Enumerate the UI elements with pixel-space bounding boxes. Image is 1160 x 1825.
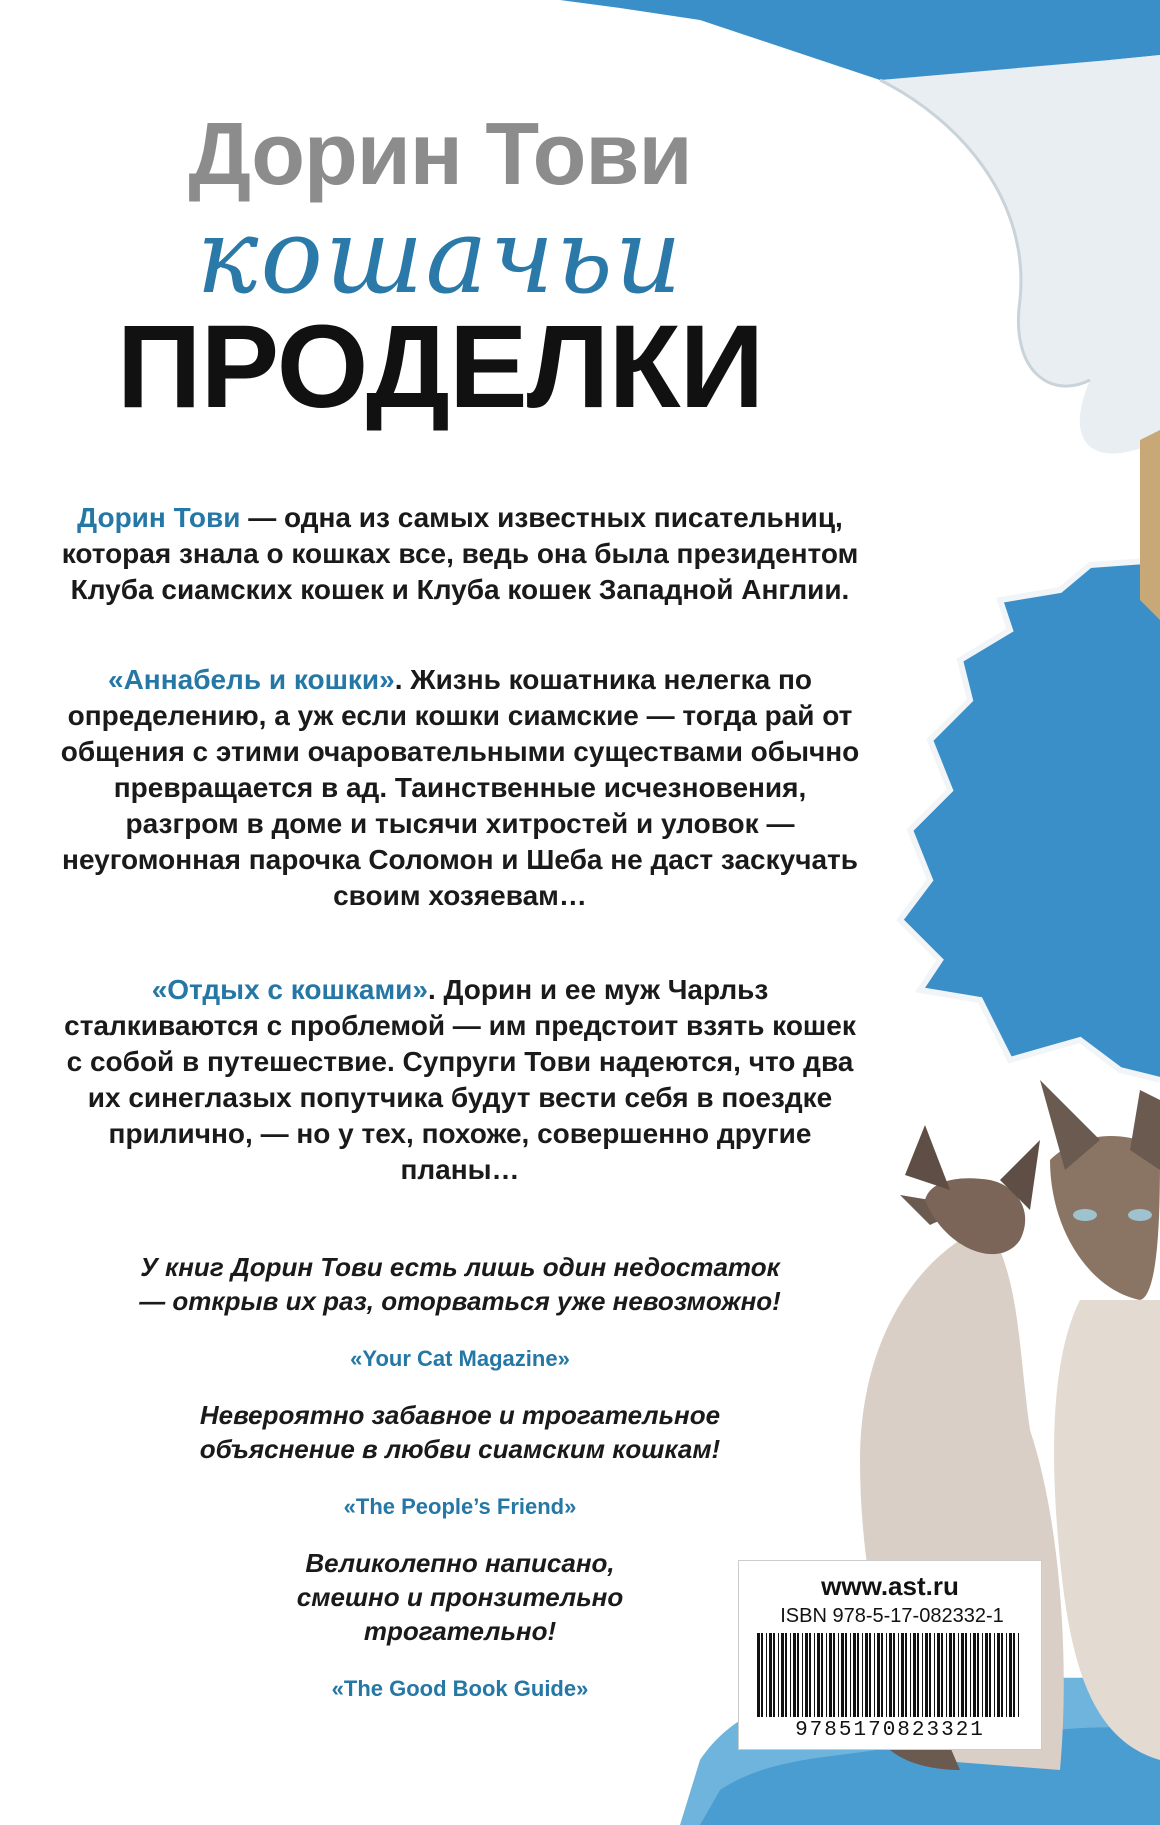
barcode-bar xyxy=(970,1633,971,1717)
review-quote: Невероятно забавное и трогательное объяснение в любви сиамским кошкам! xyxy=(199,1400,721,1464)
blurb-text: — одна из самых известных писательниц, которая знала о кошках все, ведь она была президентом Клуба сиамских кошек и Клуба кошек Западной Англии. xyxy=(61,502,859,605)
barcode-bar xyxy=(778,1633,779,1717)
title-line-1: кошачьи xyxy=(196,195,684,317)
barcode-bar xyxy=(941,1633,943,1717)
barcode-bar xyxy=(922,1633,923,1717)
barcode-bar xyxy=(814,1633,815,1717)
barcode-bar xyxy=(965,1633,967,1717)
barcode-bar xyxy=(934,1633,935,1717)
barcode-bar xyxy=(1018,1633,1019,1717)
barcode-bar xyxy=(961,1633,964,1717)
barcode-bar xyxy=(769,1633,772,1717)
barcode-bar xyxy=(829,1633,832,1717)
blurb-highlight: «Аннабель и кошки» xyxy=(108,664,395,695)
review-quote: У книг Дорин Тови есть лишь один недостаток — открыв их раз, оторваться уже невозможно! xyxy=(139,1252,781,1316)
barcode-bar xyxy=(1006,1633,1007,1717)
barcode-bar xyxy=(877,1633,880,1717)
blurb-highlight: «Отдых с кошками» xyxy=(151,974,428,1005)
barcode-bar xyxy=(958,1633,959,1717)
barcode-bar xyxy=(901,1633,904,1717)
barcode-bar xyxy=(797,1633,799,1717)
barcode-bar xyxy=(989,1633,991,1717)
barcode-bar xyxy=(893,1633,895,1717)
barcode-bar xyxy=(845,1633,847,1717)
barcode-image xyxy=(753,1633,1027,1717)
isbn-barcode-box xyxy=(738,1560,1042,1750)
blurb-paragraph-annabel xyxy=(60,662,860,914)
review-2 xyxy=(60,1398,860,1520)
barcode-bar xyxy=(761,1633,763,1717)
barcode-number: 9785170823321 xyxy=(795,1719,985,1742)
barcode-bar xyxy=(994,1633,995,1717)
barcode-bar xyxy=(817,1633,820,1717)
barcode-bar xyxy=(857,1633,859,1717)
cover-header xyxy=(0,104,880,433)
barcode-bar xyxy=(1009,1633,1012,1717)
barcode-bar xyxy=(946,1633,947,1717)
blurb-paragraph-holiday xyxy=(60,972,860,1188)
barcode-bar xyxy=(862,1633,863,1717)
barcode-bar xyxy=(853,1633,856,1717)
barcode-bar xyxy=(977,1633,979,1717)
barcode-bar xyxy=(821,1633,823,1717)
blurb-text: . Дорин и ее муж Чарльз сталкиваются с проблемой — им предстоит взять кошек с собой в путешествие. Супруги Тови надеются, что два их синеглазых попутчика будут вести себя в поездке прилично, — но у тех, похоже, совершенно другие планы… xyxy=(64,974,856,1185)
barcode-bar xyxy=(889,1633,892,1717)
barcode-bar xyxy=(905,1633,907,1717)
barcode-bar xyxy=(826,1633,827,1717)
barcode-bar xyxy=(781,1633,784,1717)
barcode-bar xyxy=(881,1633,883,1717)
title-line-2: ПРОДЕЛКИ xyxy=(116,301,764,433)
barcode-bar xyxy=(766,1633,767,1717)
review-1 xyxy=(60,1250,860,1372)
blurb-text: . Жизнь кошатника нелегка по определению, а уж если кошки сиамские — тогда рай от общения с этими очаровательными существами обычно превращается в ад. Таинственные исчезновения, разгром в доме и тысячи хитростей и уловок — неугомонная парочка Соломон и Шеба не даст заскучать своим хозяевам… xyxy=(60,664,860,911)
barcode-bar xyxy=(1001,1633,1003,1717)
review-source: «Your Cat Magazine» xyxy=(350,1346,570,1371)
review-source: «The People’s Friend» xyxy=(343,1494,577,1519)
review-quote: Великолепно написано, смешно и пронзительно трогательно! xyxy=(296,1548,624,1646)
barcode-bar xyxy=(925,1633,928,1717)
barcode-bar xyxy=(997,1633,1000,1717)
blurb-paragraph-author xyxy=(60,500,860,608)
barcode-bar xyxy=(841,1633,844,1717)
barcode-bar xyxy=(802,1633,803,1717)
barcode-bar xyxy=(886,1633,887,1717)
barcode-bar xyxy=(833,1633,835,1717)
isbn-number: ISBN 978-5-17-082332-1 xyxy=(780,1605,1004,1627)
barcode-bar xyxy=(809,1633,811,1717)
barcode-bar xyxy=(838,1633,839,1717)
barcode-bar xyxy=(985,1633,988,1717)
barcode-bar xyxy=(805,1633,808,1717)
barcode-bar xyxy=(773,1633,775,1717)
barcode-bar xyxy=(790,1633,791,1717)
barcode-bar xyxy=(973,1633,976,1717)
barcode-bar xyxy=(949,1633,952,1717)
barcode-bar xyxy=(869,1633,871,1717)
author-name: Дорин Тови xyxy=(188,104,692,203)
barcode-bar xyxy=(793,1633,796,1717)
barcode-bar xyxy=(929,1633,931,1717)
barcode-bar xyxy=(917,1633,919,1717)
barcode-bar xyxy=(937,1633,940,1717)
barcode-bar xyxy=(1013,1633,1015,1717)
barcode-bar xyxy=(913,1633,916,1717)
review-source: «The Good Book Guide» xyxy=(331,1676,589,1701)
barcode-bar xyxy=(850,1633,851,1717)
barcode-bar xyxy=(865,1633,868,1717)
barcode-bar xyxy=(785,1633,787,1717)
barcode-bar xyxy=(953,1633,955,1717)
barcode-bar xyxy=(757,1633,760,1717)
publisher-url: www.ast.ru xyxy=(821,1571,959,1601)
barcode-bar xyxy=(898,1633,899,1717)
barcode-bar xyxy=(874,1633,875,1717)
barcode-bar xyxy=(982,1633,983,1717)
blurb-highlight: Дорин Тови xyxy=(77,502,241,533)
barcode-bar xyxy=(910,1633,911,1717)
